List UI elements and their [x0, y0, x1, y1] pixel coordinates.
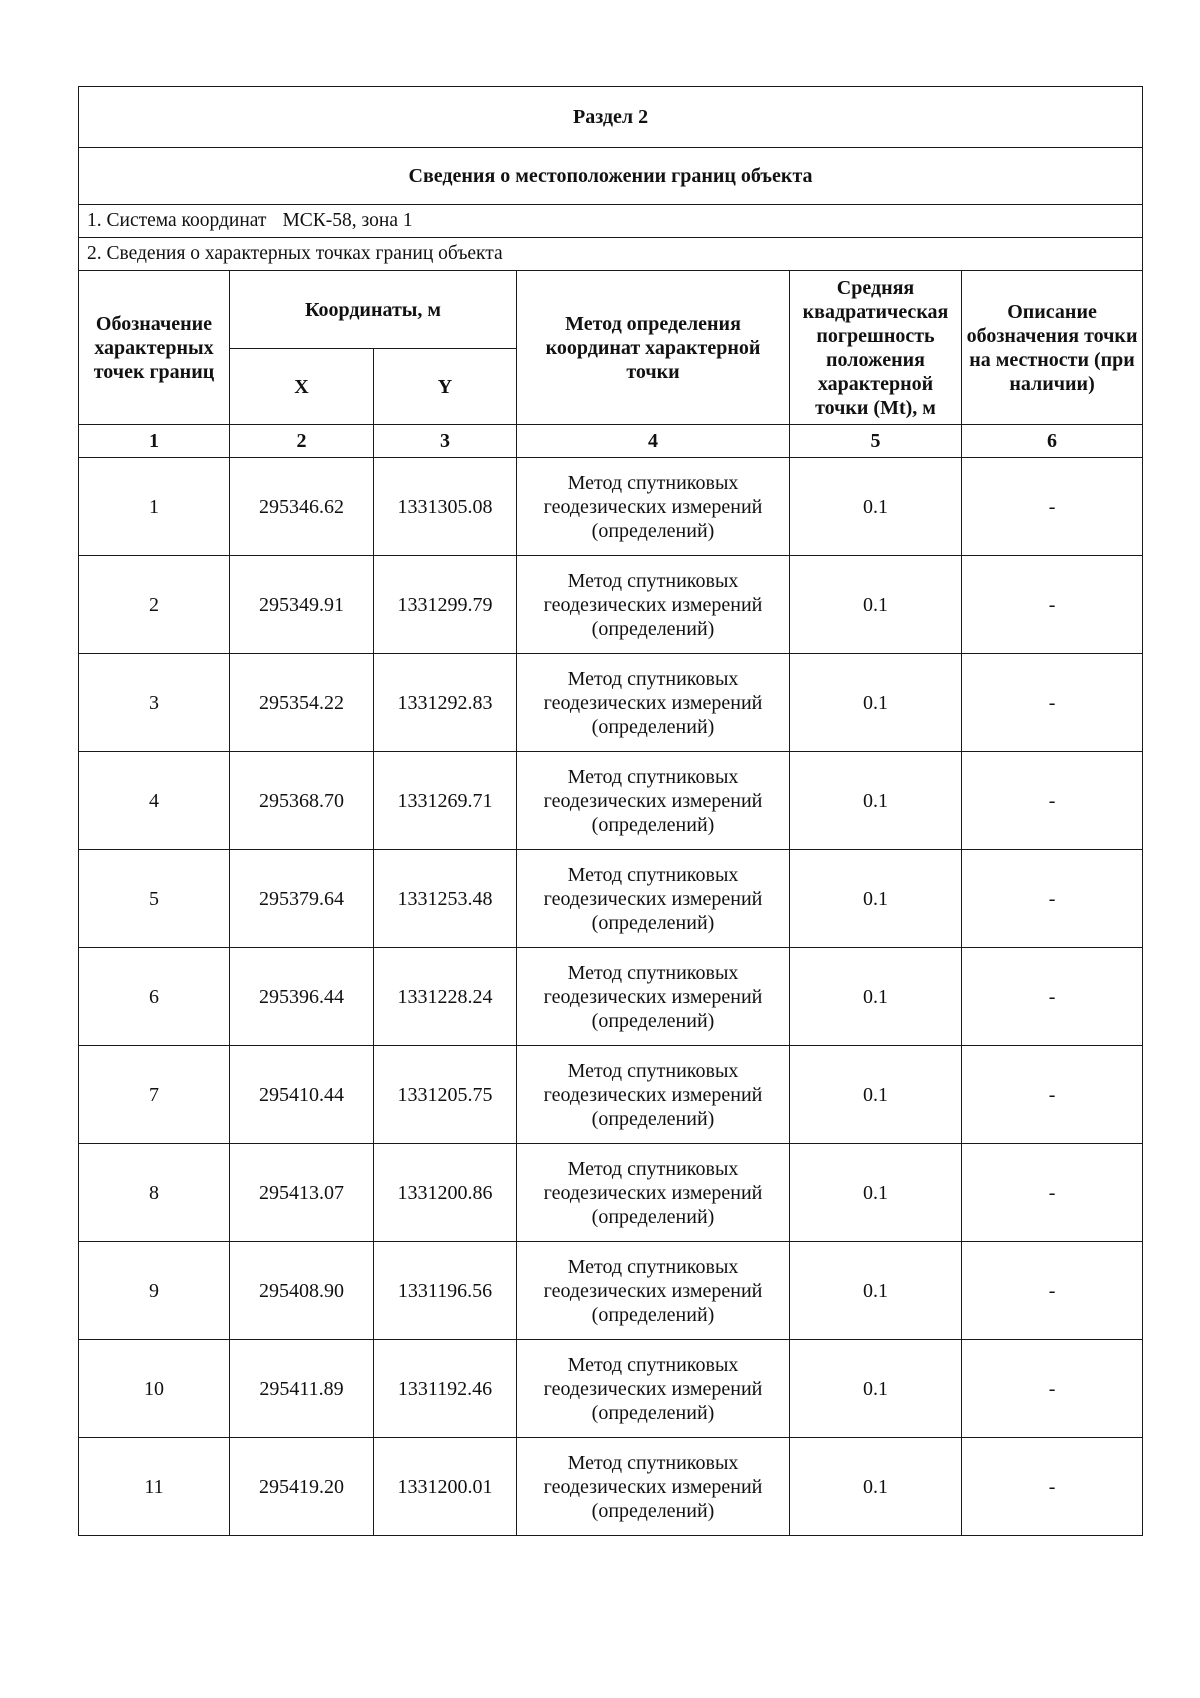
table-row	[79, 948, 1143, 1046]
table-row	[79, 556, 1143, 654]
cell-point: 6	[79, 948, 230, 1046]
cell-error: 0.1	[790, 1144, 962, 1242]
cell-point: 8	[79, 1144, 230, 1242]
cell-description: -	[962, 752, 1143, 850]
cell-error: 0.1	[790, 1242, 962, 1340]
cell-method: Метод спутниковых геодезических измерений (определений)	[517, 654, 790, 752]
header-error: Средняя квадратическая погрешность положения характерной точки (Mt), м	[790, 271, 962, 425]
table-row	[79, 1242, 1143, 1340]
cell-method: Метод спутниковых геодезических измерений (определений)	[517, 556, 790, 654]
cell-error: 0.1	[790, 556, 962, 654]
cell-method: Метод спутниковых геодезических измерений (определений)	[517, 1046, 790, 1144]
cell-y: 1331205.75	[374, 1046, 517, 1144]
cell-error: 0.1	[790, 654, 962, 752]
table-row	[79, 1438, 1143, 1536]
cell-error: 0.1	[790, 752, 962, 850]
cell-x: 295368.70	[230, 752, 374, 850]
section-subtitle: Сведения о местоположении границ объекта	[79, 148, 1143, 205]
cell-point: 5	[79, 850, 230, 948]
cell-description: -	[962, 1242, 1143, 1340]
cell-point: 10	[79, 1340, 230, 1438]
cell-x: 295346.62	[230, 458, 374, 556]
header-y: Y	[374, 349, 517, 425]
cell-error: 0.1	[790, 1046, 962, 1144]
cell-y: 1331253.48	[374, 850, 517, 948]
coordinate-system-value: МСК-58, зона 1	[282, 210, 413, 231]
points-info-row: 2. Сведения о характерных точках границ объекта	[79, 238, 1143, 271]
cell-x: 295410.44	[230, 1046, 374, 1144]
cell-y: 1331305.08	[374, 458, 517, 556]
cell-description: -	[962, 850, 1143, 948]
cell-description: -	[962, 1340, 1143, 1438]
column-numbers-row	[79, 425, 1143, 458]
cell-y: 1331228.24	[374, 948, 517, 1046]
table-row	[79, 850, 1143, 948]
cell-description: -	[962, 654, 1143, 752]
table-row	[79, 458, 1143, 556]
cell-description: -	[962, 458, 1143, 556]
cell-x: 295379.64	[230, 850, 374, 948]
table-row	[79, 752, 1143, 850]
column-number: 1	[79, 425, 230, 458]
cell-method: Метод спутниковых геодезических измерений (определений)	[517, 1438, 790, 1536]
cell-point: 11	[79, 1438, 230, 1536]
column-number: 4	[517, 425, 790, 458]
cell-error: 0.1	[790, 1340, 962, 1438]
section-title: Раздел 2	[79, 87, 1143, 148]
cell-description: -	[962, 948, 1143, 1046]
coordinate-system-label: 1. Система координат	[87, 210, 267, 231]
cell-y: 1331200.01	[374, 1438, 517, 1536]
cell-method: Метод спутниковых геодезических измерений (определений)	[517, 948, 790, 1046]
cell-error: 0.1	[790, 948, 962, 1046]
cell-y: 1331200.86	[374, 1144, 517, 1242]
cell-error: 0.1	[790, 458, 962, 556]
cell-point: 7	[79, 1046, 230, 1144]
coordinate-system-row	[79, 205, 1143, 238]
cell-error: 0.1	[790, 850, 962, 948]
cell-x: 295419.20	[230, 1438, 374, 1536]
cell-y: 1331192.46	[374, 1340, 517, 1438]
header-method: Метод определения координат характерной точки	[517, 271, 790, 425]
column-number: 6	[962, 425, 1143, 458]
cell-method: Метод спутниковых геодезических измерений (определений)	[517, 1242, 790, 1340]
header-coords: Координаты, м	[230, 271, 517, 349]
cell-method: Метод спутниковых геодезических измерений (определений)	[517, 458, 790, 556]
column-number: 3	[374, 425, 517, 458]
cell-y: 1331196.56	[374, 1242, 517, 1340]
cell-description: -	[962, 1438, 1143, 1536]
cell-x: 295349.91	[230, 556, 374, 654]
cell-point: 2	[79, 556, 230, 654]
cell-point: 4	[79, 752, 230, 850]
cell-description: -	[962, 556, 1143, 654]
table-row	[79, 654, 1143, 752]
cell-error: 0.1	[790, 1438, 962, 1536]
header-x: X	[230, 349, 374, 425]
cell-x: 295411.89	[230, 1340, 374, 1438]
cell-x: 295408.90	[230, 1242, 374, 1340]
header-point: Обозначение характерных точек границ	[79, 271, 230, 425]
cell-y: 1331299.79	[374, 556, 517, 654]
cell-point: 3	[79, 654, 230, 752]
header-description: Описание обозначения точки на местности (при наличии)	[962, 271, 1143, 425]
cell-description: -	[962, 1046, 1143, 1144]
cell-method: Метод спутниковых геодезических измерений (определений)	[517, 752, 790, 850]
cell-y: 1331292.83	[374, 654, 517, 752]
cell-point: 9	[79, 1242, 230, 1340]
cell-method: Метод спутниковых геодезических измерений (определений)	[517, 1144, 790, 1242]
table-row	[79, 1340, 1143, 1438]
cell-x: 295413.07	[230, 1144, 374, 1242]
cell-y: 1331269.71	[374, 752, 517, 850]
column-number: 2	[230, 425, 374, 458]
boundary-points-table	[78, 86, 1143, 1536]
column-number: 5	[790, 425, 962, 458]
cell-method: Метод спутниковых геодезических измерений (определений)	[517, 850, 790, 948]
cell-point: 1	[79, 458, 230, 556]
cell-description: -	[962, 1144, 1143, 1242]
cell-method: Метод спутниковых геодезических измерений (определений)	[517, 1340, 790, 1438]
table-row	[79, 1046, 1143, 1144]
cell-x: 295354.22	[230, 654, 374, 752]
cell-x: 295396.44	[230, 948, 374, 1046]
table-row	[79, 1144, 1143, 1242]
